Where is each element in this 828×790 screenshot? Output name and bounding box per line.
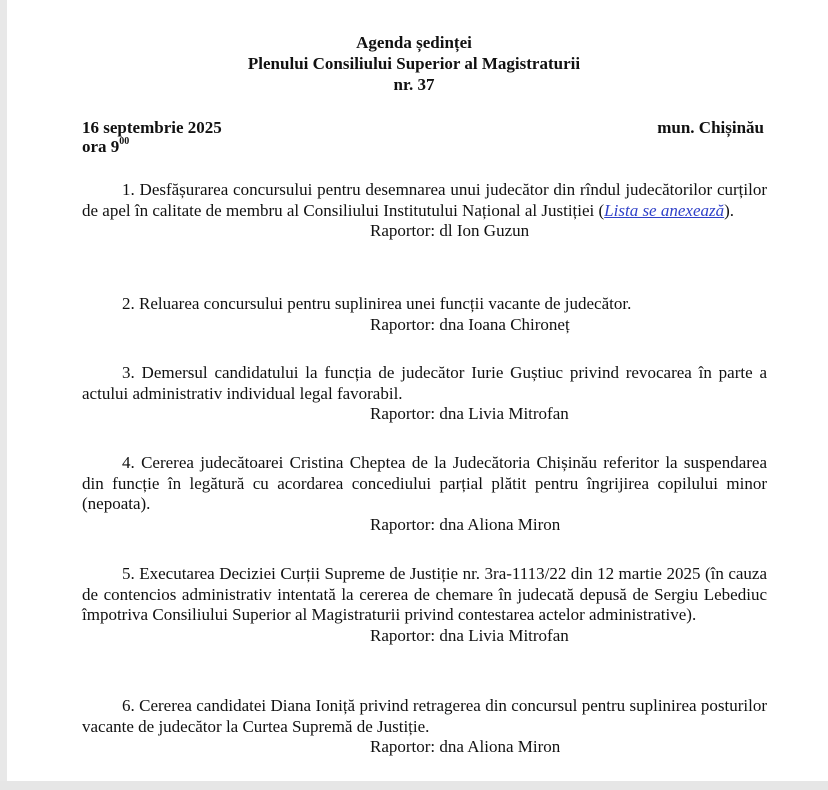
agenda-item-rapporteur: Raportor: dna Livia Mitrofan [370, 625, 569, 645]
meeting-time [82, 137, 222, 156]
agenda-item-4 [82, 453, 767, 535]
document-header [0, 32, 828, 95]
agenda-item-2 [82, 294, 767, 335]
page-border-bottom [0, 781, 828, 790]
meeting-date: 16 septembrie 2025 [82, 118, 222, 137]
agenda-item-1 [82, 180, 767, 242]
agenda-item-text-before: 1. Desfășurarea concursului pentru desemnarea unui judecător din rîndul judecătorilor curților de apel în calitate de membru al Consiliului Institutului Național al Justiției ( [82, 180, 767, 220]
header-number: nr. 37 [393, 75, 435, 94]
agenda-item-rapporteur: Raportor: dna Aliona Miron [370, 514, 561, 534]
header-title: Agenda ședinței [356, 33, 472, 52]
agenda-item-text: 5. Executarea Deciziei Curții Supreme de Justiție nr. 3ra-1113/22 din 12 martie 2025 (în cauza de contencios administrativ intentată la cererea de chemare în judecată depusă de Sergiu Lebediuc împotriva Consiliului Superior al Magistraturii privind contestarea actelor administrative). [82, 564, 767, 624]
agenda-item-text: 3. Demersul candidatului la funcția de judecător Iurie Guștiuc privind revocarea în parte a actului administrativ individual legal favorabil. [82, 363, 767, 403]
agenda-item-text: 4. Cererea judecătoarei Cristina Cheptea de la Judecătoria Chișinău referitor la suspendarea din funcție în legătură cu acordarea concediului parțial plătit pentru îngrijirea copilului minor (nepoata). [82, 453, 767, 513]
meeting-datetime [82, 118, 222, 156]
agenda-item-3 [82, 363, 767, 425]
meeting-location: mun. Chișinău [657, 118, 764, 137]
agenda-item-text-after: ). [724, 200, 735, 220]
agenda-item-text: 2. Reluarea concursului pentru suplinirea unei funcții vacante de judecător. [122, 294, 632, 313]
agenda-item-rapporteur: Raportor: dna Ioana Chironeț [370, 314, 570, 334]
agenda-item-text [82, 180, 767, 221]
agenda-item-rapporteur: Raportor: dl Ion Guzun [370, 221, 530, 240]
header-subtitle: Plenului Consiliului Superior al Magistraturii [247, 54, 581, 73]
agenda-item-rapporteur: Raportor: dna Aliona Miron [370, 737, 561, 756]
meeting-time-hour: ora 9 [82, 137, 120, 156]
page-border-left [0, 0, 7, 790]
agenda-item-5 [82, 564, 767, 646]
annex-list-link[interactable]: Lista se anexează [604, 200, 725, 220]
agenda-item-rapporteur: Raportor: dna Livia Mitrofan [370, 404, 569, 423]
agenda-item-6 [82, 696, 767, 758]
meeting-time-minutes: 00 [119, 136, 130, 148]
agenda-item-text: 6. Cererea candidatei Diana Ioniță privind retragerea din concursul pentru suplinirea posturilor vacante de judecător la Curtea Supremă de Justiție. [82, 696, 767, 736]
